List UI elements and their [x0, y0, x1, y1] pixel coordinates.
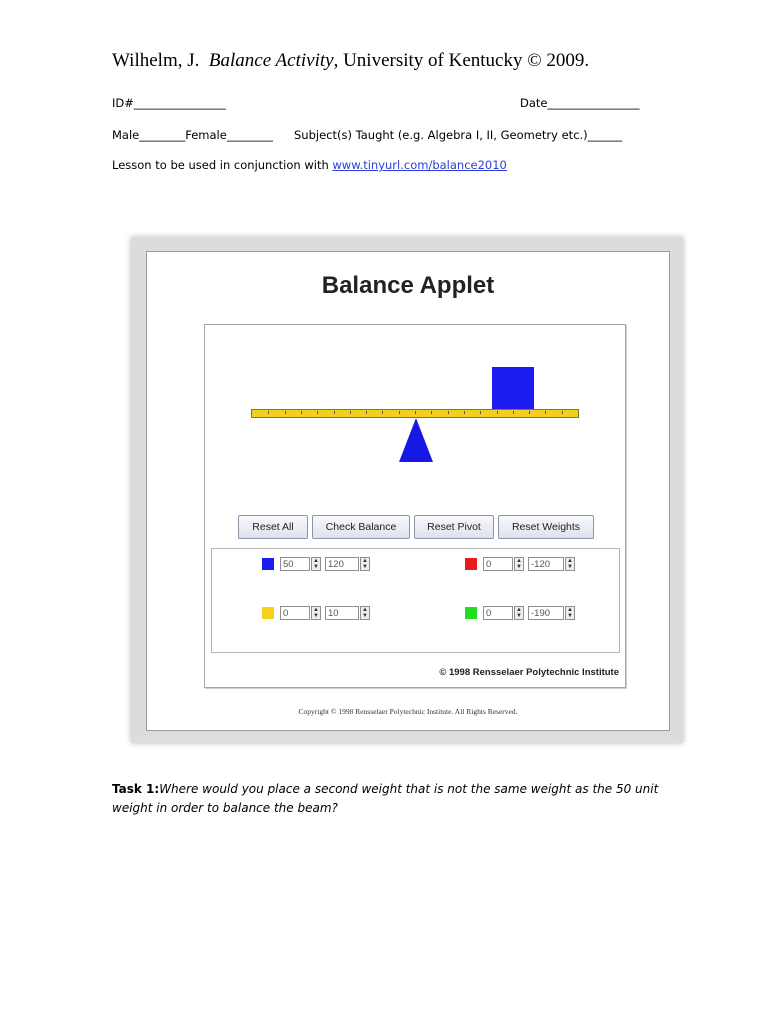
red-swatch	[465, 558, 477, 570]
green-position-input[interactable]: -190	[528, 606, 564, 620]
spinner-arrows-icon[interactable]: ▲ ▼	[514, 606, 524, 620]
task-label: Task 1:	[112, 782, 160, 796]
applet-copyright: Copyright © 1998 Rensselaer Polytechnic Institute. All Rights Reserved.	[298, 707, 518, 716]
spinner-arrows-icon[interactable]: ▲ ▼	[360, 606, 370, 620]
beam-tick	[480, 411, 481, 414]
check-balance-button[interactable]: Check Balance	[312, 515, 410, 539]
task-text: Where would you place a second weight that is not the same weight as the 50 unit weight in order to balance the beam?	[112, 782, 659, 815]
date-line: ________________	[547, 96, 640, 110]
beam-tick	[334, 411, 335, 414]
heading-rest: , University of Kentucky © 2009.	[333, 50, 590, 71]
male-line: ________	[139, 128, 186, 142]
beam-tick	[529, 411, 530, 414]
yellow-weight-input[interactable]: 0	[280, 606, 310, 620]
beam-tick	[545, 411, 546, 414]
green-swatch	[465, 607, 477, 619]
spinner-arrows-icon[interactable]: ▲ ▼	[311, 557, 321, 571]
blue-weight-input[interactable]: 50	[280, 557, 310, 571]
spinner-arrows-icon[interactable]: ▲ ▼	[565, 557, 575, 571]
task-1	[112, 780, 672, 818]
author-name: Wilhelm, J.	[112, 50, 200, 71]
blue-position-input[interactable]: 120	[325, 557, 359, 571]
yellow-position-input[interactable]: 10	[325, 606, 359, 620]
beam-tick	[350, 411, 351, 414]
beam-tick	[431, 411, 432, 414]
id-row	[112, 96, 226, 110]
subject-label: Subject(s) Taught (e.g. Algebra I, II, Geometry etc.)	[294, 128, 588, 142]
beam-tick	[366, 411, 367, 414]
weights-panel	[211, 548, 620, 653]
spinner-arrows-icon[interactable]: ▲ ▼	[360, 557, 370, 571]
balance-canvas	[204, 324, 626, 688]
id-label: ID#	[112, 96, 134, 110]
red-position-input[interactable]: -120	[528, 557, 564, 571]
beam-tick	[268, 411, 269, 414]
demographics-row	[112, 128, 273, 142]
female-label: Female	[185, 128, 227, 142]
spinner-arrows-icon[interactable]: ▲ ▼	[514, 557, 524, 571]
beam-tick	[285, 411, 286, 414]
date-row	[520, 96, 640, 110]
subject-row	[294, 128, 622, 142]
document-heading	[112, 50, 589, 72]
beam-tick	[415, 411, 416, 414]
beam-tick	[448, 411, 449, 414]
id-line: ________________	[133, 96, 226, 110]
beam-tick	[497, 411, 498, 414]
lesson-row	[112, 158, 507, 172]
balance-beam	[251, 409, 579, 418]
reset-all-button[interactable]: Reset All	[238, 515, 308, 539]
beam-tick	[382, 411, 383, 414]
yellow-swatch	[262, 607, 274, 619]
subject-line: ______	[587, 128, 623, 142]
lesson-text: Lesson to be used in conjunction with	[112, 158, 333, 172]
applet-window	[146, 251, 670, 731]
date-label: Date	[520, 96, 548, 110]
green-weight-input[interactable]: 0	[483, 606, 513, 620]
female-line: ________	[226, 128, 273, 142]
blue-swatch	[262, 558, 274, 570]
spinner-arrows-icon[interactable]: ▲ ▼	[311, 606, 321, 620]
reset-pivot-button[interactable]: Reset Pivot	[414, 515, 494, 539]
beam-tick	[301, 411, 302, 414]
male-label: Male	[112, 128, 140, 142]
pivot-triangle[interactable]	[399, 418, 433, 462]
beam-tick	[399, 411, 400, 414]
spinner-arrows-icon[interactable]: ▲ ▼	[565, 606, 575, 620]
activity-title: Balance Activity	[208, 50, 334, 71]
beam-tick	[464, 411, 465, 414]
beam-tick	[513, 411, 514, 414]
blue-weight-block[interactable]	[492, 367, 534, 409]
beam-tick	[562, 411, 563, 414]
beam-tick	[317, 411, 318, 414]
applet-title: Balance Applet	[321, 272, 495, 299]
lesson-link[interactable]: www.tinyurl.com/balance2010	[332, 158, 507, 172]
rpi-credit: © 1998 Rensselaer Polytechnic Institute	[439, 667, 619, 678]
reset-weights-button[interactable]: Reset Weights	[498, 515, 594, 539]
red-weight-input[interactable]: 0	[483, 557, 513, 571]
